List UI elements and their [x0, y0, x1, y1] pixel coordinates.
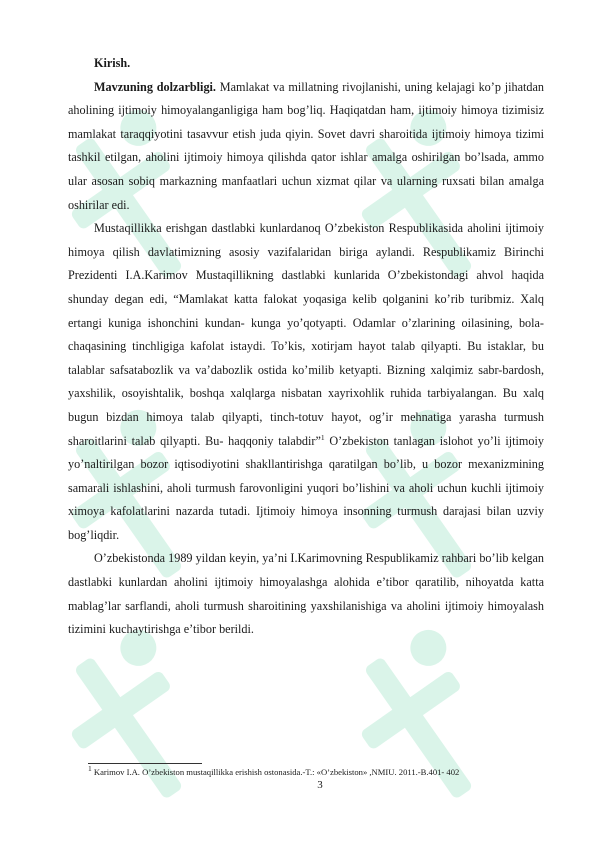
footnote-ref[interactable]: 1	[320, 432, 325, 442]
page-number: 3	[317, 779, 323, 791]
document-body	[68, 52, 544, 642]
section-heading: Kirish.	[94, 56, 131, 70]
footnote-number: 1	[88, 764, 92, 774]
paragraph-text: Mustaqillikka erishgan dastlabki kunlardanoq O’zbekiston Respublikasida aholini ijtimoiy himoya qilish davlatimizning asosiy vazifalaridan biriga aylandi. Respublikamiz Birinchi Prezidenti I.A.Karimov Mustaqillikning dastlabki kunlarida O’zbekistondagi ahvol haqida shunday degan edi, “Mamlakat katta falokat yoqasiga kelib qolganini ko’rib turibmiz. Xalq ertangi kuniga ishonchini kundan- kunga yo’qotyapti. Odamlar o’zlarining oilasining, bola-chaqasining tinchligiga kafolat istaydi. To’kis, xotirjam hayot talab qilyapti. Bu istaklar, bu talablar safsatabozlik va va’dabozlik ostida ko’milib ketyapti. Bizning xalqimiz sabr-bardosh, yaxshilik, osoyishtalik, boshqa xalqlarga nisbatan xayrixohlik ruhida tarbiyalangan. Bu xalq bugun bizdan himoya talab qilyapti, tinch-totuv hayot, og’ir mehnatiga yarasha turmush sharoitlarini talab qilyapti. Bu- haqqoniy talabdir”	[68, 221, 544, 448]
paragraph-relevance	[68, 76, 544, 218]
footnote	[88, 764, 460, 778]
paragraph-text: Mamlakat va millatning rivojlanishi, uning kelajagi ko’p jihatdan aholining ijtimoiy himoyalanganligiga ham bog’liq. Haqiqatdan ham, ijtimoiy himoya tizimisiz mamlakat taraqqiyotini tasavvur etish juda qiyin. Sovet davri sharoitida ijtimoiy himoya tizimi tashkil etilgan, aholini ijtimoiy himoya qilishda qator ishlar amalga oshirilgan bo’lsada, ammo ular asosan sobiq markazning manfaatlari uchun xizmat qilar va ularning ruxsati bilan amalga oshirilar edi.	[68, 79, 544, 212]
footnote-divider	[88, 763, 202, 764]
footnote-text: Karimov I.A. O’zbekiston mustaqillikka erishish ostonasida.-T.: «O’zbekiston» ,NMIU. 2011.-B.401- 402	[91, 767, 460, 777]
paragraph-text-continued: O’zbekiston tanlagan islohot yo’li ijtimoiy yo’naltirilgan bozor iqtisodiyotini shakllantirishga qaratilgan bo’lib, u bozor mexanizmining samarali ishlashini, aholi turmush farovonligini yuqori bo’lishini va aholi uchun kuchli ijtimoiy ximoya kafolatlarini nazarda tutadi. Ijtimoiy himoya insonning turmush darajasi bilan uzviy bog’liqdir.	[68, 433, 544, 542]
paragraph-independence	[68, 217, 544, 547]
paragraph-lead: Mavzuning dolzarbligi.	[94, 79, 216, 94]
paragraph-since-1989: O’zbekistonda 1989 yildan keyin, ya’ni I.Karimovning Respublikamiz rahbari bo’lib kelgan dastlabki kunlardan aholini ijtimoiy himoyalashga alohida e’tibor qaratilib, nihoyatda katta mablag’lar sarflandi, aholi turmush sharoitining yaxshilanishiga va aholini ijtimoiy himoyalash tizimini kuchaytirishga e’tibor berildi.	[68, 551, 544, 637]
